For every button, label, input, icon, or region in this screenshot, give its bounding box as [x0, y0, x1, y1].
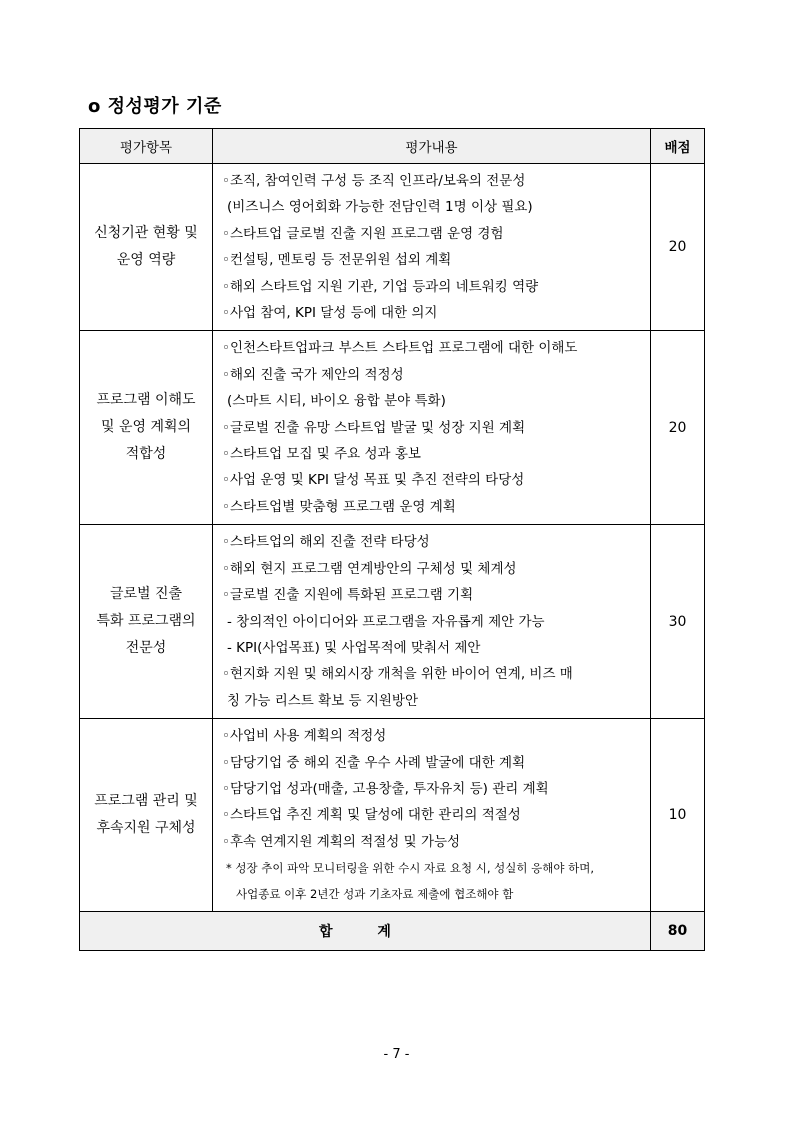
header-content: 평가내용 [213, 129, 651, 164]
criterion-line: ◦컨설팅, 멘토링 등 전문위원 섭외 계획 [222, 252, 452, 269]
criterion-note: * 성장 추이 파악 모니터링을 위한 수시 자료 요청 시, 성실히 응해야 하며, [226, 861, 594, 876]
evaluation-score: 20 [651, 331, 705, 525]
header-score: 배점 [651, 129, 705, 164]
criterion-line: ◦스타트업별 맞춤형 프로그램 운영 계획 [222, 498, 456, 515]
evaluation-item-line: 전문성 [125, 640, 167, 657]
evaluation-item-line: 신청기관 현황 및 [94, 225, 198, 242]
evaluation-item [80, 525, 213, 719]
criterion-line: 칭 가능 리스트 확보 등 지원방안 [227, 692, 418, 709]
section-heading: o 정성평가 기준 [88, 96, 222, 117]
criterion-line: ◦현지화 지원 및 해외시장 개척을 위한 바이어 연계, 비즈 매 [222, 666, 573, 683]
evaluation-criteria-table [79, 128, 705, 951]
total-value: 80 [651, 912, 705, 951]
header-item: 평가항목 [80, 129, 213, 164]
criterion-line: ◦스타트업 모집 및 주요 성과 홍보 [222, 446, 421, 463]
evaluation-content [213, 525, 651, 719]
criterion-line: (비즈니스 영어회화 가능한 전담인력 1명 이상 필요) [227, 199, 533, 216]
criterion-line: ◦해외 현지 프로그램 연계방안의 구체성 및 체계성 [222, 560, 517, 577]
evaluation-item-line: 및 운영 계획의 [100, 419, 192, 436]
evaluation-item-line: 운영 역량 [116, 252, 176, 269]
criterion-line: - KPI(사업목표) 및 사업목적에 맞춰서 제안 [227, 639, 481, 656]
table-header-row [80, 129, 705, 164]
criterion-line: ◦해외 진출 국가 제안의 적정성 [222, 366, 404, 383]
evaluation-item-line: 적합성 [125, 446, 167, 463]
evaluation-content [213, 331, 651, 525]
table-row [80, 525, 705, 719]
criterion-line: ◦조직, 참여인력 구성 등 조직 인프라/보육의 전문성 [222, 173, 526, 189]
evaluation-content [213, 164, 651, 331]
criterion-line: ◦담당기업 중 해외 진출 우수 사례 발굴에 대한 계획 [222, 754, 526, 771]
criterion-line: ◦해외 스타트업 지원 기관, 기업 등과의 네트워킹 역량 [222, 278, 539, 295]
evaluation-item-line: 글로벌 진출 [109, 586, 183, 603]
criterion-line: ◦인천스타트업파크 부스트 스타트업 프로그램에 대한 이해도 [222, 340, 578, 357]
evaluation-content [213, 719, 651, 912]
evaluation-item-line: 프로그램 관리 및 [94, 793, 198, 810]
table-row [80, 719, 705, 912]
evaluation-score: 20 [651, 164, 705, 331]
criterion-note: 사업종료 이후 2년간 성과 기초자료 제출에 협조해야 함 [236, 887, 514, 902]
table-row [80, 331, 705, 525]
criterion-line: - 창의적인 아이디어와 프로그램을 자유롭게 제안 가능 [227, 613, 545, 630]
criterion-line: ◦후속 연계지원 계획의 적절성 및 가능성 [222, 833, 461, 850]
criterion-line: ◦사업 운영 및 KPI 달성 목표 및 추진 전략의 타당성 [222, 472, 525, 489]
evaluation-item-line: 후속지원 구체성 [96, 820, 196, 837]
total-label: 합 계 [80, 912, 651, 951]
evaluation-score: 10 [651, 719, 705, 912]
criterion-line: ◦스타트업 글로벌 진출 지원 프로그램 운영 경험 [222, 225, 504, 242]
criterion-line: ◦사업 참여, KPI 달성 등에 대한 의지 [222, 305, 438, 322]
total-row [80, 912, 705, 951]
criterion-line: ◦스타트업의 해외 진출 전략 타당성 [222, 534, 430, 551]
evaluation-item [80, 719, 213, 912]
evaluation-item [80, 164, 213, 331]
criterion-line: (스마트 시티, 바이오 융합 분야 특화) [227, 393, 446, 410]
criterion-line: ◦담당기업 성과(매출, 고용창출, 투자유치 등) 관리 계획 [222, 780, 549, 797]
evaluation-item-line: 프로그램 이해도 [96, 392, 196, 409]
evaluation-item-line: 특화 프로그램의 [96, 613, 196, 630]
criterion-line: ◦스타트업 추진 계획 및 달성에 대한 관리의 적절성 [222, 807, 521, 824]
page-number: - 7 - [383, 1047, 410, 1062]
criterion-line: ◦글로벌 진출 유망 스타트업 발굴 및 성장 지원 계획 [222, 419, 526, 436]
table-row [80, 164, 705, 331]
criterion-line: ◦글로벌 진출 지원에 특화된 프로그램 기획 [222, 587, 474, 604]
evaluation-item [80, 331, 213, 525]
evaluation-score: 30 [651, 525, 705, 719]
criterion-line: ◦사업비 사용 계획의 적정성 [222, 728, 387, 745]
